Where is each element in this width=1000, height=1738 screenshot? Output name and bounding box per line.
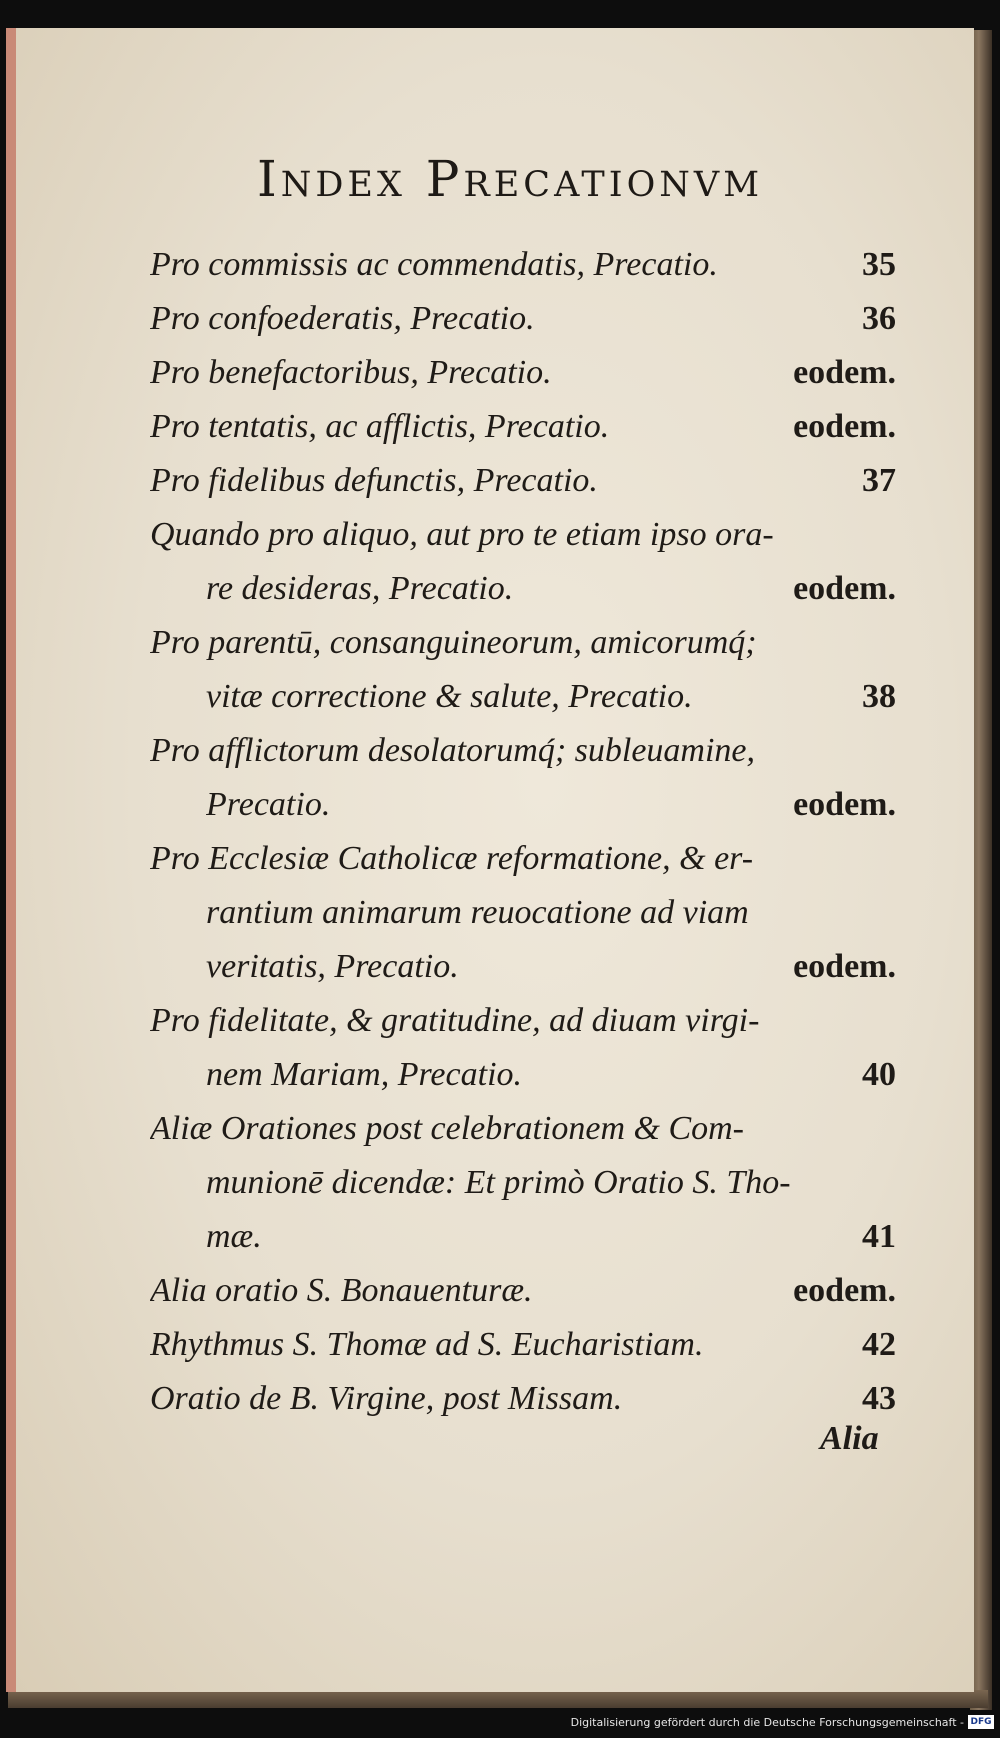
- entry-text: mæ.: [206, 1218, 262, 1255]
- entry-text: veritatis, Precatio.: [206, 948, 459, 985]
- index-entry: [150, 238, 896, 292]
- entry-line: [150, 1156, 896, 1210]
- entry-line: [150, 238, 896, 292]
- book-bottom-edge: [8, 1690, 988, 1708]
- entry-line: [150, 994, 896, 1048]
- entry-text: re desideras, Precatio.: [206, 570, 514, 607]
- entry-line: [150, 346, 896, 400]
- entry-text: Rhythmus S. Thomæ ad S. Eucharistiam.: [150, 1326, 704, 1363]
- entry-line: [150, 886, 896, 940]
- index-entry: [150, 454, 896, 508]
- index-entry: [150, 508, 896, 616]
- entry-line: [150, 292, 896, 346]
- dfg-logo: DFG: [968, 1715, 994, 1729]
- entry-line: [150, 832, 896, 886]
- index-entry: [150, 1102, 896, 1264]
- entry-page-number: 42: [862, 1326, 896, 1363]
- entry-page-number: 40: [862, 1056, 896, 1093]
- index-entry: [150, 400, 896, 454]
- index-entry: [150, 832, 896, 994]
- entry-line: [150, 1048, 896, 1102]
- entry-line: [150, 670, 896, 724]
- entry-page-number: 41: [862, 1218, 896, 1255]
- footer-credit: Digitalisierung gefördert durch die Deutsche Forschungsgemeinschaft -: [570, 1716, 964, 1729]
- entry-text: nem Mariam, Precatio.: [206, 1056, 523, 1093]
- entry-text: Pro fidelibus defunctis, Precatio.: [150, 462, 598, 499]
- entry-page-number: 35: [862, 246, 896, 283]
- entry-line: [150, 724, 896, 778]
- entry-line: [150, 616, 896, 670]
- index-entries: [150, 238, 896, 1426]
- index-entry: [150, 1372, 896, 1426]
- entry-text: Alia oratio S. Bonauenturæ.: [150, 1272, 533, 1309]
- entry-page-number: eodem.: [793, 570, 896, 607]
- entry-text: rantium animarum reuocatione ad viam: [206, 894, 749, 931]
- entry-line: [150, 454, 896, 508]
- entry-line: [150, 562, 896, 616]
- entry-text: Oratio de B. Virgine, post Missam.: [150, 1380, 623, 1417]
- entry-text: Precatio.: [206, 786, 331, 823]
- entry-text: Quando pro aliquo, aut pro te etiam ipso ora-: [150, 516, 774, 553]
- index-entry: [150, 616, 896, 724]
- entry-page-number: 36: [862, 300, 896, 337]
- entry-page-number: eodem.: [793, 948, 896, 985]
- entry-page-number: eodem.: [793, 354, 896, 391]
- entry-line: [150, 400, 896, 454]
- index-entry: [150, 994, 896, 1102]
- catchword: Alia: [820, 1420, 879, 1457]
- index-entry: [150, 1318, 896, 1372]
- entry-line: [150, 1264, 896, 1318]
- entry-line: [150, 778, 896, 832]
- entry-line: [150, 508, 896, 562]
- entry-line: [150, 940, 896, 994]
- entry-text: Pro tentatis, ac afflictis, Precatio.: [150, 408, 610, 445]
- entry-text: Pro commissis ac commendatis, Precatio.: [150, 246, 718, 283]
- entry-text: Pro parentū, consanguineorum, amicorumq́;: [150, 624, 757, 661]
- entry-line: [150, 1102, 896, 1156]
- entry-text: Pro Ecclesiæ Catholicæ reformatione, & er-: [150, 840, 754, 877]
- entry-line: [150, 1210, 896, 1264]
- entry-line: [150, 1318, 896, 1372]
- entry-text: Pro afflictorum desolatorumq́; subleuamine,: [150, 732, 756, 769]
- entry-text: Pro confoederatis, Precatio.: [150, 300, 535, 337]
- entry-page-number: eodem.: [793, 1272, 896, 1309]
- index-entry: [150, 346, 896, 400]
- entry-line: [150, 1372, 896, 1426]
- entry-page-number: eodem.: [793, 786, 896, 823]
- index-entry: [150, 724, 896, 832]
- entry-page-number: 43: [862, 1380, 896, 1417]
- page-title: Index Precationvm: [256, 150, 764, 208]
- entry-page-number: 38: [862, 678, 896, 715]
- entry-text: Aliæ Orationes post celebrationem & Com-: [150, 1110, 745, 1147]
- entry-text: Pro benefactoribus, Precatio.: [150, 354, 552, 391]
- index-entry: [150, 1264, 896, 1318]
- entry-page-number: 37: [862, 462, 896, 499]
- entry-text: Pro fidelitate, & gratitudine, ad diuam virgi-: [150, 1002, 760, 1039]
- entry-page-number: eodem.: [793, 408, 896, 445]
- index-entry: [150, 292, 896, 346]
- entry-text: vitæ correctione & salute, Precatio.: [206, 678, 693, 715]
- entry-text: munionē dicendæ: Et primò Oratio S. Tho-: [206, 1164, 791, 1201]
